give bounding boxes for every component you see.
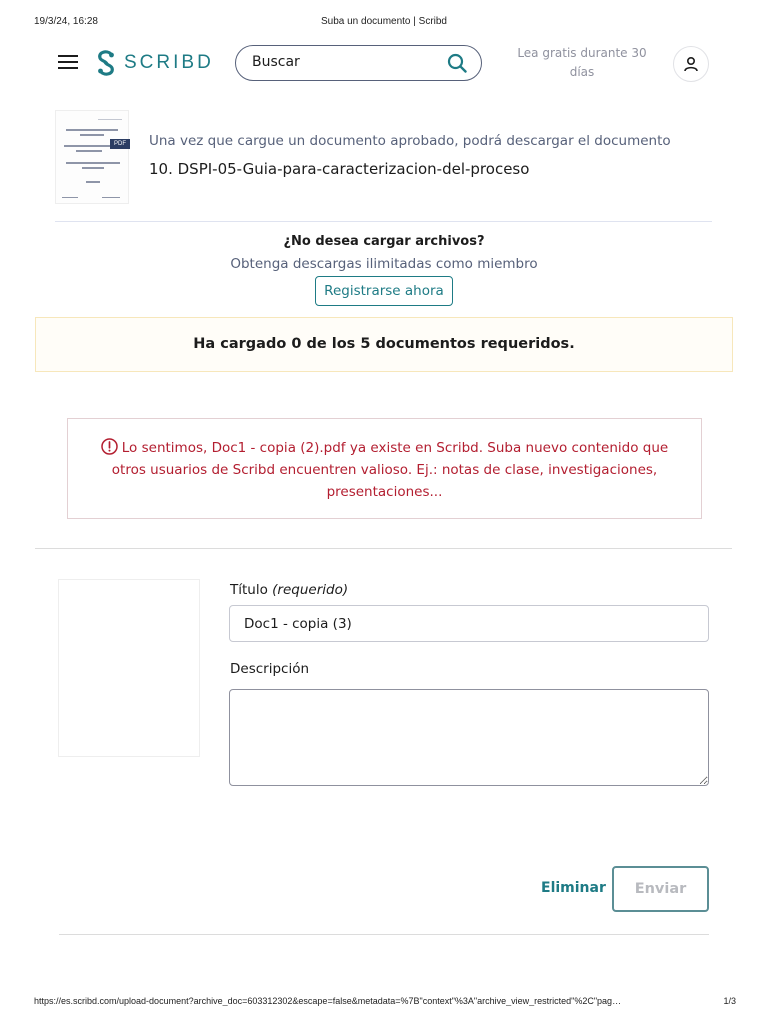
top-nav-bar [0,44,768,84]
submit-button[interactable]: Enviar [612,866,709,912]
description-label: Descripción [230,661,310,677]
search-input[interactable] [252,54,432,70]
user-account-button[interactable] [673,46,709,82]
print-url: https://es.scribd.com/upload-document?archive_doc=603312302&escape=false&metadata=%7B"context"%3A"archive_view_restricted"%2C"pag… [34,996,622,1006]
upload-count-text: Ha cargado 0 de los 5 documentos requeridos. [193,336,575,352]
alert-circle-icon [101,438,118,455]
scribd-logo[interactable] [95,50,214,76]
free-trial-link[interactable] [512,44,652,82]
title-input[interactable] [229,605,709,642]
document-name[interactable]: 10. DSPI-05-Guia-para-caracterizacion-del-proceso [149,160,530,178]
no-upload-question: ¿No desea cargar archivos? [283,234,485,249]
promo-line-2: días [569,65,595,79]
print-page-title: Suba un documento | Scribd [320,16,447,27]
membership-offer [0,234,768,306]
title-label [230,582,348,598]
target-document-card [55,110,712,222]
description-textarea[interactable] [229,689,709,786]
error-message: Lo sentimos, Doc1 - copia (2).pdf ya existe en Scribd. Suba nuevo contenido que otros usuarios de Scribd encuentren valioso. Ej.: notas de clase, investigaciones, presentaciones... [111,440,669,500]
print-page-number: 1/3 [723,996,736,1006]
upload-count-banner [35,317,733,372]
document-thumbnail [55,110,129,204]
file-preview [58,579,200,757]
print-datetime: 19/3/24, 16:28 [34,16,98,27]
footer-divider [59,934,709,935]
search-icon[interactable] [447,53,467,73]
section-divider [35,548,732,549]
duplicate-error-alert [67,418,702,519]
delete-button[interactable]: Eliminar [541,880,606,896]
register-now-button[interactable]: Registrarse ahora [315,276,453,306]
scribd-logo-icon [95,50,117,76]
logo-text: SCRIBD [124,52,214,73]
hamburger-menu-icon[interactable] [58,55,78,71]
title-label-text: Título [230,582,268,598]
search-bar [235,45,482,81]
membership-subtitle: Obtenga descargas ilimitadas como miembro [230,256,538,272]
pdf-badge: PDF [110,139,130,149]
title-required-note: (requerido) [272,582,349,598]
user-icon [683,56,699,72]
download-info-text: Una vez que cargue un documento aprobado, podrá descargar el documento [149,133,671,149]
promo-line-1: Lea gratis durante 30 [517,46,647,60]
